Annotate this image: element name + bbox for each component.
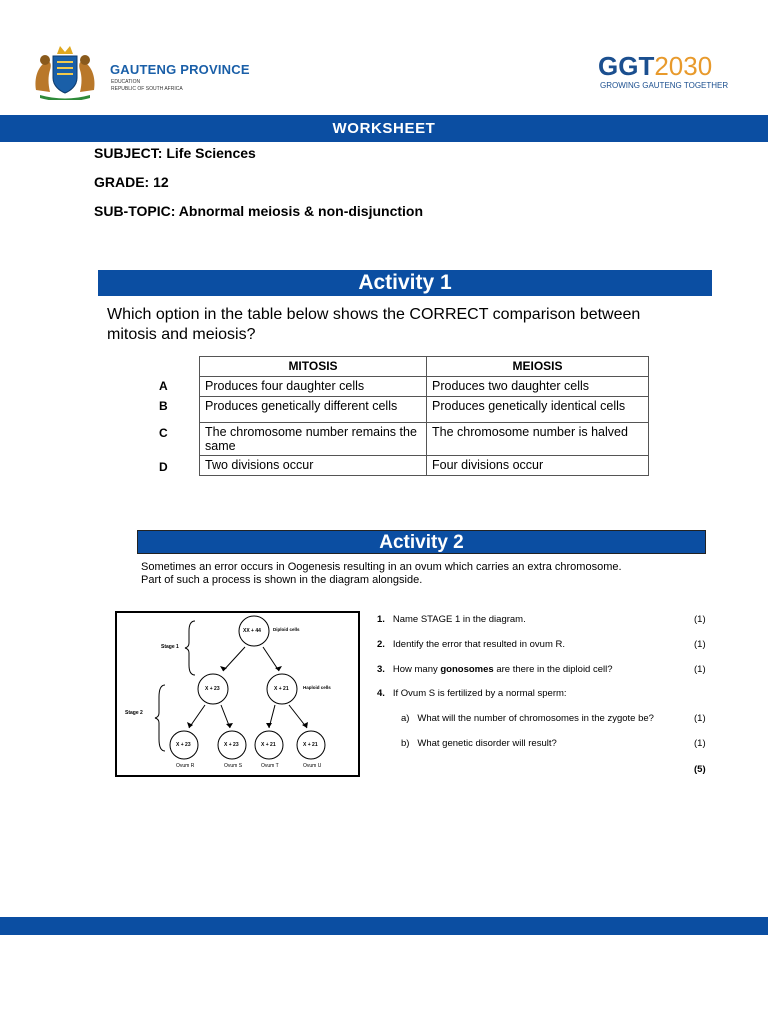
option-label-a: A [159, 379, 168, 393]
subject-line: SUBJECT: Life Sciences [94, 145, 256, 161]
question-4: 4. If Ovum S is fertilized by a normal sperm: [377, 688, 567, 699]
option-label-d: D [159, 460, 168, 474]
question-3-marks: (1) [694, 664, 706, 675]
province-name: GAUTENG PROVINCE [110, 62, 250, 77]
gauteng-province-logo [30, 40, 250, 100]
ggt2030-logo [598, 52, 748, 92]
coat-of-arms-icon [30, 40, 100, 100]
table-row [200, 423, 649, 456]
cell-mitosis: Produces genetically different cells [200, 397, 427, 423]
table-row [200, 456, 649, 476]
question-3: 3. How many gonosomes are there in the diploid cell? [377, 664, 613, 675]
footer-band [0, 917, 768, 935]
ovum-t-label: Ovum T [261, 763, 279, 769]
worksheet-title: WORKSHEET [332, 120, 436, 137]
intro-line-1: Sometimes an error occurs in Oogenesis resulting in an ovum which carries an extra chromosome. [141, 561, 622, 573]
option-label-b: B [159, 399, 168, 413]
stage-1-label: Stage 1 [161, 644, 179, 650]
question-1-marks: (1) [694, 614, 706, 625]
cell-mitosis: Two divisions occur [200, 456, 427, 476]
column-header-mitosis: MITOSIS [200, 357, 427, 377]
intro-line-2: Part of such a process is shown in the diagram alongside. [141, 574, 423, 586]
oogenesis-diagram [115, 611, 360, 777]
table-row [200, 377, 649, 397]
option-label-c: C [159, 426, 168, 440]
activity-2-intro [141, 561, 701, 587]
question-2-marks: (1) [694, 639, 706, 650]
activity-1-question: Which option in the table below shows the CORRECT comparison between mitosis and meiosis? [107, 306, 641, 343]
ovum-u-label: Ovum U [303, 763, 322, 769]
ggt-tagline: GROWING GAUTENG TOGETHER [600, 81, 729, 90]
cell-mitosis: Produces four daughter cells [200, 377, 427, 397]
mid-right-cell-label: X + 21 [274, 686, 289, 692]
total-marks: (5) [694, 764, 706, 775]
ovum-r-label: Ovum R [176, 763, 195, 769]
ggt-wordmark: GGT2030 [598, 51, 713, 81]
cell-meiosis: Four divisions occur [427, 456, 649, 476]
activity-2-heading: Activity 2 [137, 530, 706, 554]
cell-t-label: X + 21 [261, 742, 276, 748]
cell-r-label: X + 23 [176, 742, 191, 748]
ovum-s-label: Ovum S [224, 763, 243, 769]
worksheet-banner [0, 115, 768, 142]
grade-line: GRADE: 12 [94, 174, 169, 190]
column-header-meiosis: MEIOSIS [427, 357, 649, 377]
republic-label: REPUBLIC OF SOUTH AFRICA [111, 86, 183, 92]
cell-u-label: X + 21 [303, 742, 318, 748]
mid-left-cell-label: X + 23 [205, 686, 220, 692]
subquestion-a-marks: (1) [694, 713, 706, 724]
department-label: EDUCATION [111, 79, 141, 85]
top-cell-label: XX + 44 [243, 628, 261, 634]
table-header-row [200, 357, 649, 377]
activity-1-heading: Activity 1 [98, 270, 712, 296]
stage-2-label: Stage 2 [125, 710, 143, 716]
cell-meiosis: Produces two daughter cells [427, 377, 649, 397]
cell-meiosis: Produces genetically identical cells [427, 397, 649, 423]
question-1: 1. Name STAGE 1 in the diagram. [377, 614, 526, 625]
subquestion-b: b) What genetic disorder will result? [401, 738, 557, 749]
cell-mitosis: The chromosome number remains the same [200, 423, 427, 456]
table-row [200, 397, 649, 423]
diagram-drawing [117, 613, 358, 775]
cell-meiosis: The chromosome number is halved [427, 423, 649, 456]
haploid-cells-label: Haploid cells [303, 685, 331, 690]
subquestion-a: a) What will the number of chromosomes in the zygote be? [401, 713, 654, 724]
cell-s-label: X + 23 [224, 742, 239, 748]
subtopic-line: SUB-TOPIC: Abnormal meiosis & non-disjunction [94, 203, 424, 219]
question-2: 2. Identify the error that resulted in ovum R. [377, 639, 565, 650]
comparison-table [199, 356, 649, 476]
subquestion-b-marks: (1) [694, 738, 706, 749]
diploid-cells-label: Diploid cells [273, 627, 300, 632]
